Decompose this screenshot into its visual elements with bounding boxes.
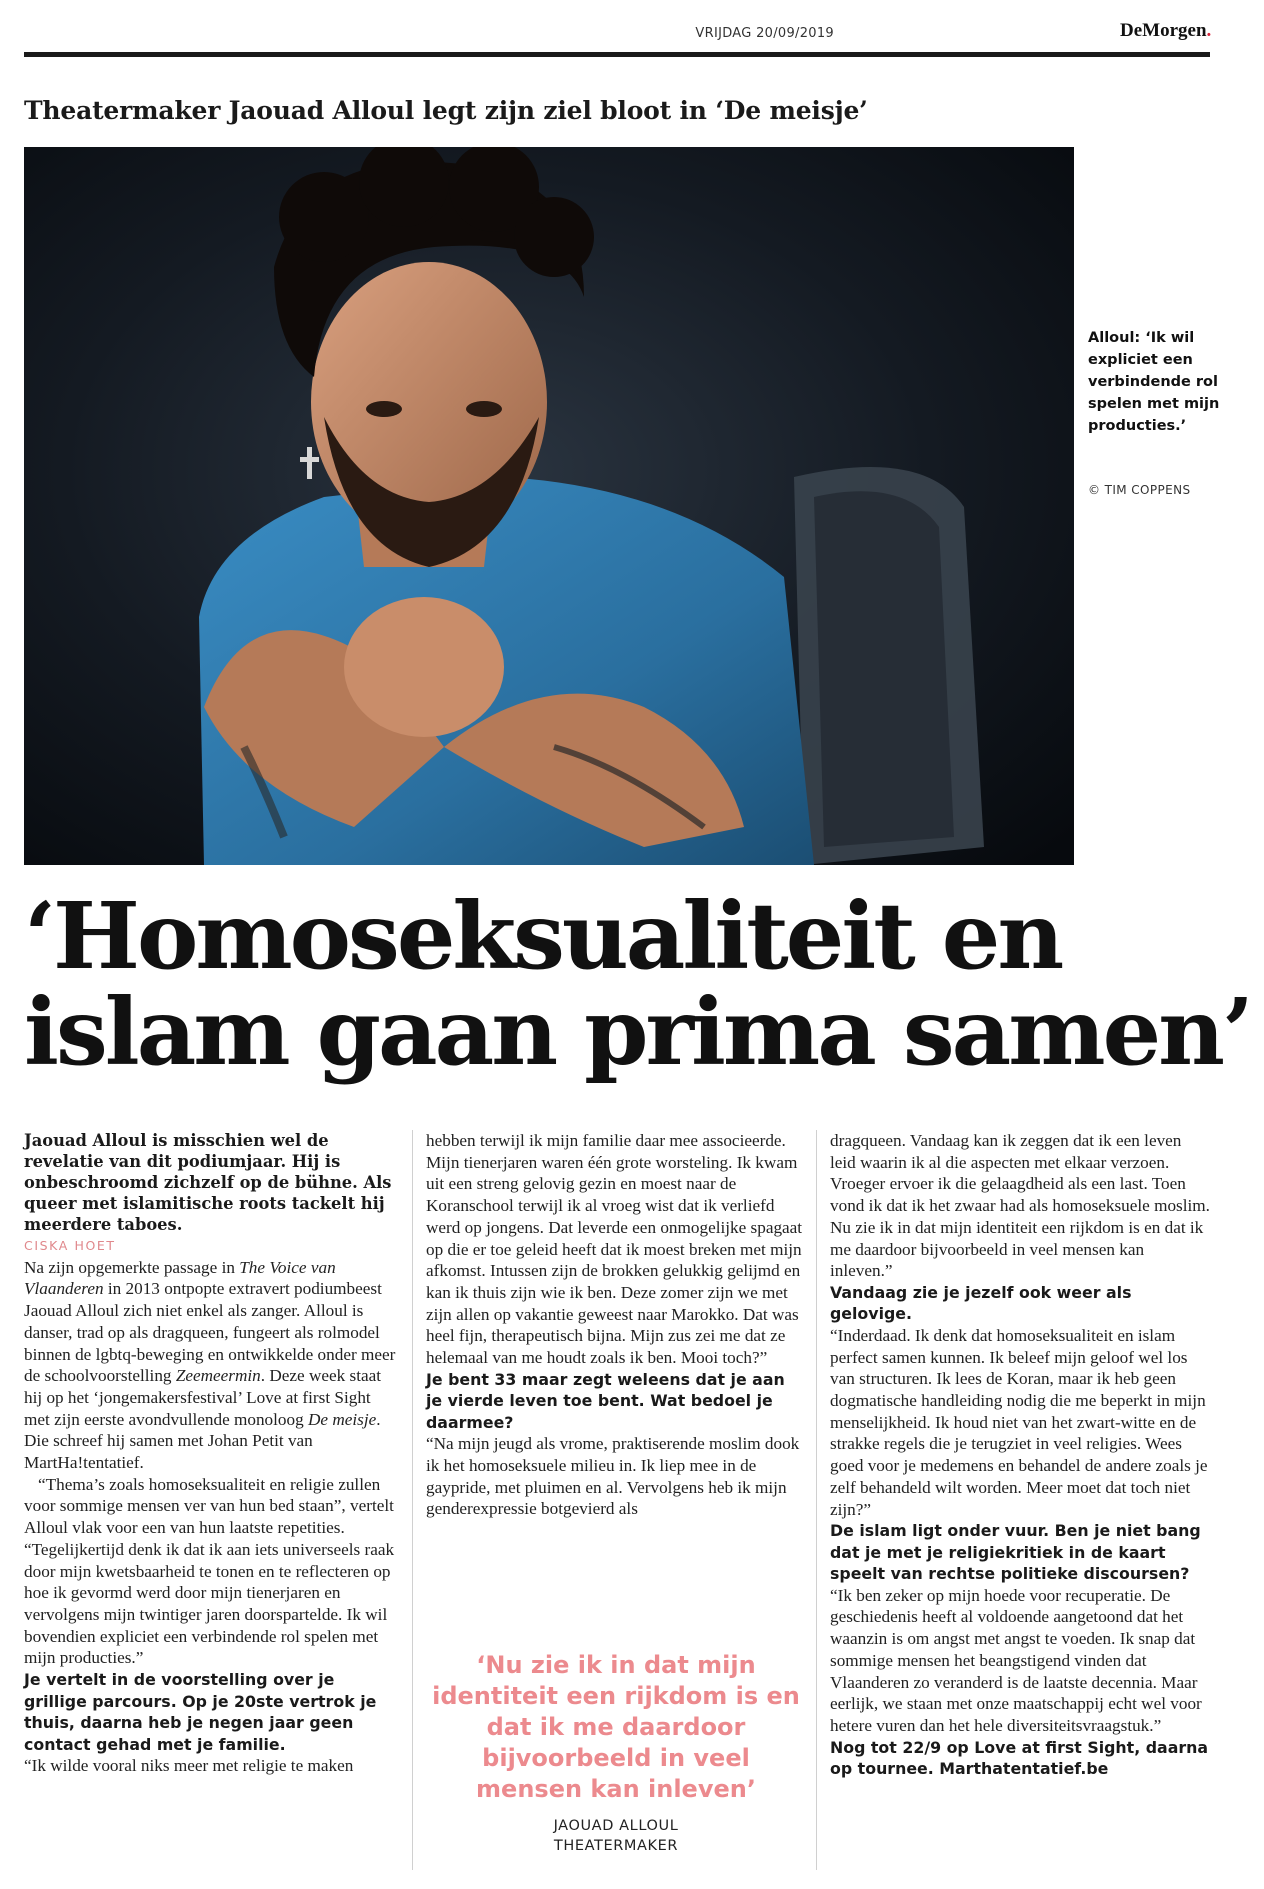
answer-2: “Na mijn jeugd als vrome, praktiserende moslim dook ik het homoseksuele milieu in. Ik liep mee in de gaypride, met pluimen en al. Vervolgens heb ik mijn genderexpressie botgevierd als [426,1434,800,1519]
answer-1-continued: hebben terwijl ik mijn familie daar mee associeerde. Mijn tienerjaren waren één grote worsteling. Ik kwam uit een streng gelovig gezin en moest naar de Koranschool terwijl ik al vroeg wist dat ik verliefd werd op jongens. Dat leverde een onmogelijke spagaat op die er toe geleid heeft dat ik moest breken met mijn afkomst. Intussen zijn de brokken gelukkig gelijmd en kan ik thuis zijn wie ik ben. Deze zomer zijn we met zijn allen op vakantie geweest naar Marokko. Dat was heel fijn, therapeutisch bijna. Mijn zus zei me dat ze helemaal van me houdt zoals ik ben. Mooi toch?” [426,1131,803,1368]
paragraph-2: “Thema’s zoals homoseksualiteit en religie zullen voor sommige mensen ver van hun bed staan”, vertelt Alloul vlak voor een van hun laatste repetities. “Tegelijkertijd denk ik dat ik aan iets universeels raak door mijn kwetsbaarheid te tonen en te reflecteren op hoe ik gevormd werd door mijn tienerjaren en vervolgens mijn twintiger jaren doorspartelde. Ik wil bovendien expliciet een verbindende rol spelen met mijn producties.” [24,1474,395,1668]
paragraph-1: Na zijn opgemerkte passage in The Voice van Vlaanderen in 2013 ontpopte extravert podiumbeest Jaouad Alloul zich niet enkel als zanger. Alloul is danser, trad op als dragqueen, fungeert als rolmodel binnen de lgbtq-beweging en ontwikkelde onder meer de schoolvoorstelling Zeemeermin. Deze week staat hij op het ‘jongemakersfestival’ Love at first Sight met zijn eerste avondvullende monoloog De meisje. Die schreef hij samen met Johan Petit van MartHa!tentatief. [24,1257,396,1473]
logo-dot: . [1206,20,1212,41]
column-separator [816,1130,817,1870]
question-4: De islam ligt onder vuur. Ben je niet bang dat je met je religiekritiek in de kaart speelt van rechtse politieke discoursen? [830,1521,1201,1584]
headline [24,882,1252,1086]
answer-3: “Inderdaad. Ik denk dat homoseksualiteit en islam perfect samen kunnen. Ik beleef mijn geloof wel los van structuren. Ik lees de Koran, maar ik heb geen dogmatische handleiding nodig die me beperkt in mijn menselijkheid. Ik houd niet van het zwart-witte en de strakke regels die je terugziet in veel religies. Wees goed voor je medemens en behandel de andere zoals je zelf behandeld wilt worden. Meer moet dat toch niet zijn?” [830,1325,1208,1519]
article-column-1 [24,1130,399,1777]
question-3: Vandaag zie je jezelf ook weer als gelovige. [830,1282,1132,1324]
answer-1-start: “Ik wilde vooral niks meer met religie te maken [24,1756,354,1776]
byline: CISKA HOET [24,1238,116,1253]
article-lead: Jaouad Alloul is misschien wel de revelatie van dit podiumjaar. Hij is onbeschroomd zichzelf op de bühne. Als queer met islamitische roots tackelt hij meerdere taboes. [24,1131,392,1234]
pull-quote-name: JAOUAD ALLOUL [553,1818,679,1834]
article-photo [24,147,1074,865]
answer-4: “Ik ben zeker op mijn hoede voor recuperatie. De geschiedenis heeft al voldoende aangetoond dat het waanzin is om angst met angst te voeden. Ik snap dat sommige mensen het beangstigend vinden dat Vlaanderen zo veranderd is de laatste decennia. Maar eerlijk, we staan met onze maatschappij echt wel voor hetere vuren dan het hele diversiteitsvraagstuk.” [830,1585,1202,1735]
headline-line-1: ‘Homoseksualiteit en [24,882,1062,990]
article-kicker: Theatermaker Jaouad Alloul legt zijn ziel bloot in ‘De meisje’ [24,96,868,125]
column-separator [412,1130,413,1870]
pull-quote-role: THEATERMAKER [553,1838,679,1854]
newspaper-logo [1120,20,1211,42]
article-column-3 [830,1130,1210,1780]
photo-credit: © TIM COPPENS [1088,483,1191,497]
issue-date: VRIJDAG 20/09/2019 [695,26,834,41]
photo-caption: Alloul: ‘Ik wil expliciet een verbindende rol spelen met mijn producties.’ [1088,330,1220,434]
logo-wordmark: DeMorgen [1120,20,1207,41]
question-1: Je vertelt in de voorstelling over je grillige parcours. Op je 20ste vertrok je thuis, daarna heb je negen jaar geen contact gehad met je familie. [24,1670,377,1754]
header-rule [24,52,1210,57]
answer-2-continued: dragqueen. Vandaag kan ik zeggen dat ik een leven leid waarin ik al die aspecten met elkaar verzoen. Vroeger ervoer ik die gelaagdheid als een last. Toen vond ik dat ik het zwaar had als homoseksuele moslim. Nu zie ik in dat mijn identiteit een rijkdom is en dat ik me daardoor bijvoorbeeld in veel mensen kan inleven.” [830,1131,1210,1281]
portrait-illustration [24,147,1074,865]
pull-quote: ‘Nu zie ik in dat mijn identiteit een rijkdom is en dat ik me daardoor bijvoorbeeld in veel mensen kan inleven’ [432,1651,800,1803]
article-column-2 [426,1130,804,1520]
headline-line-2: islam gaan prima samen’ [24,978,1252,1086]
question-2: Je bent 33 maar zegt weleens dat je aan je vierde leven toe bent. Wat bedoel je daarmee? [426,1369,785,1432]
event-note: Nog tot 22/9 op Love at first Sight, daarna op tournee. Marthatentatief.be [830,1737,1209,1779]
